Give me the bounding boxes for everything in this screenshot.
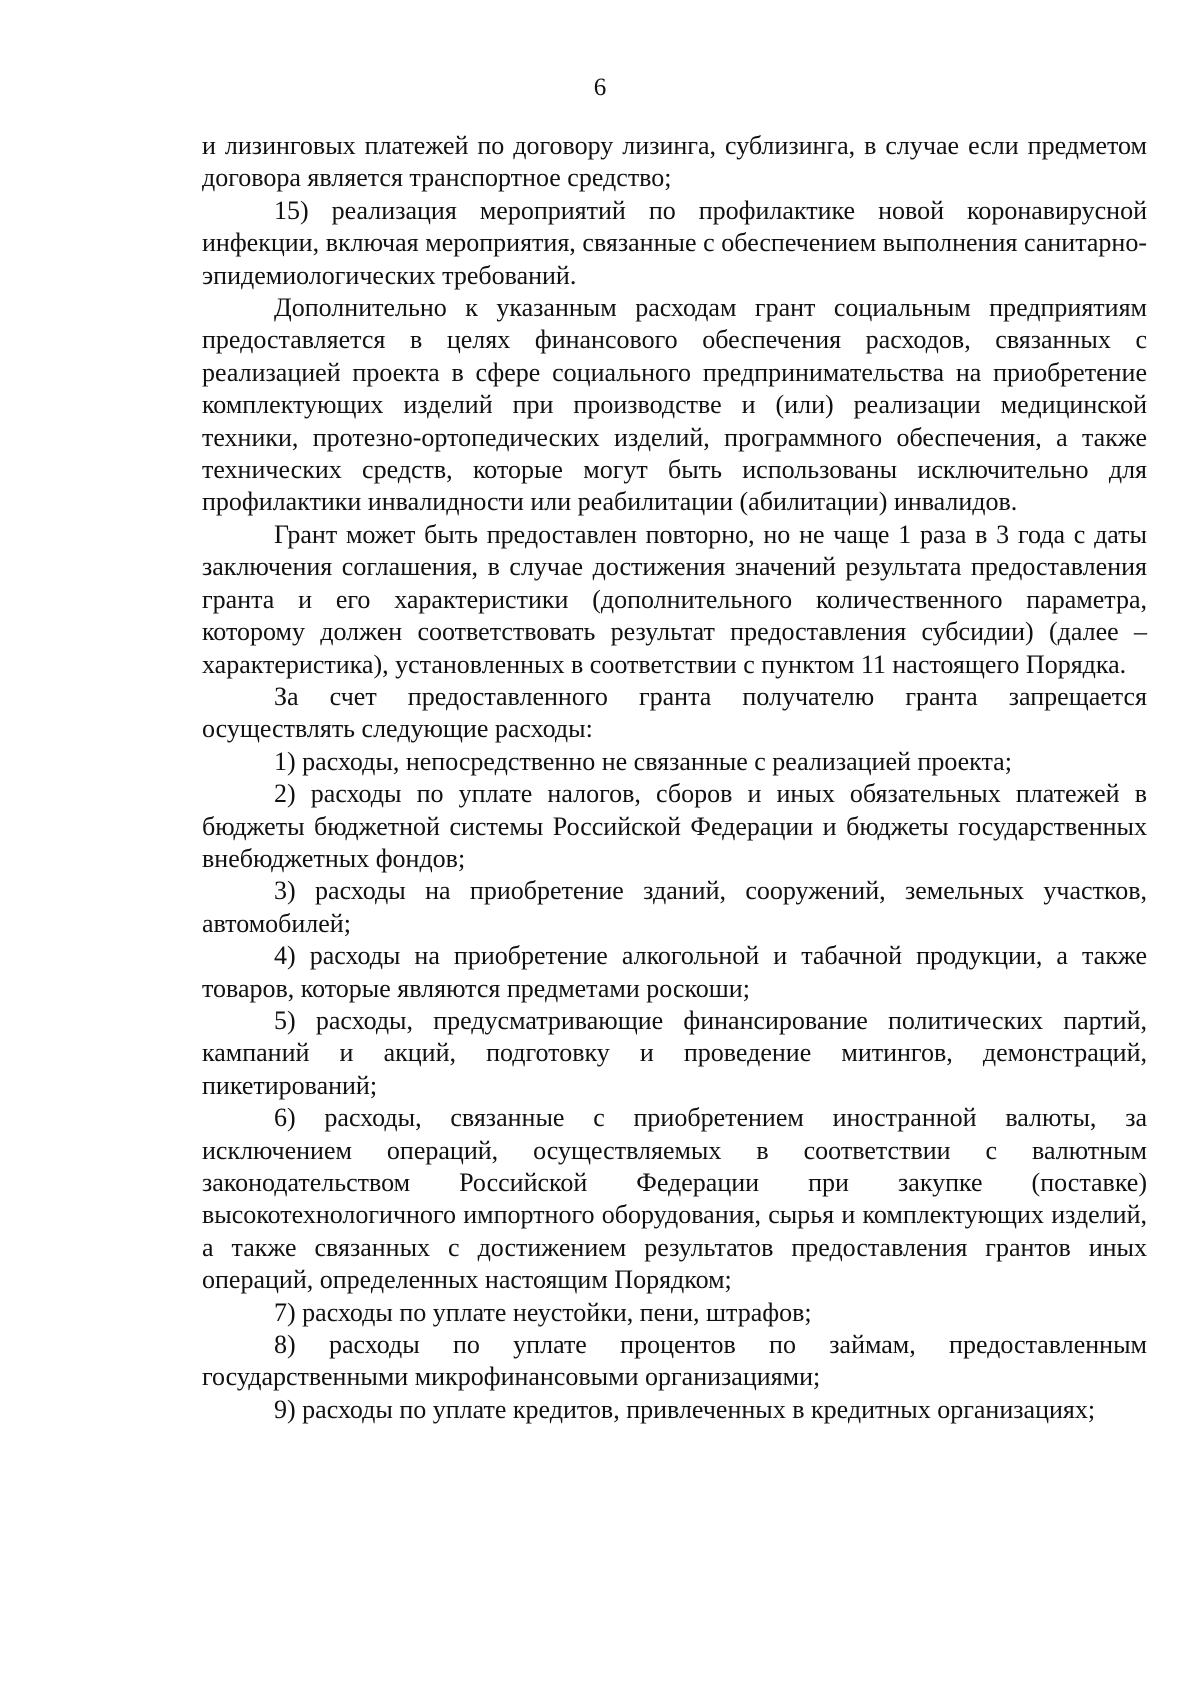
- list-item-7: 7) расходы по уплате неустойки, пени, штрафов;: [274, 1297, 812, 1327]
- list-item-8: 8) расходы по уплате процентов по займам, предоставленным государственными микрофинансовыми организациями;: [202, 1330, 1147, 1392]
- list-item-2: 2) расходы по уплате налогов, сборов и иных обязательных платежей в бюджеты бюджетной системы Российской Федерации и бюджеты государственных внебюджетных фондов;: [202, 779, 1147, 873]
- list-item-4: 4) расходы на приобретение алкогольной и табачной продукции, а также товаров, которые являются предметами роскоши;: [202, 941, 1147, 1003]
- list-item-6: 6) расходы, связанные с приобретением иностранной валюты, за исключением операций, осуществляемых в соответствии с валютным законодательством Российской Федерации при закупке (поставке) высокотехнологичного импортного оборудования, сырья и комплектующих изделий, а также связанных с достижением результатов предоставления грантов иных операций, определенных настоящим Порядком;: [202, 1103, 1147, 1295]
- list-item-9: 9) расходы по уплате кредитов, привлеченных в кредитных организациях;: [274, 1394, 1096, 1424]
- paragraph-item-15: 15) реализация мероприятий по профилактике новой коронавирусной инфекции, включая мероприятия, связанные с обеспечением выполнения санитарно-эпидемиологических требований.: [202, 195, 1147, 290]
- paragraph-repeat-grant: Грант может быть предоставлен повторно, но не чаще 1 раза в 3 года с даты заключения соглашения, в случае достижения значений результата предоставления гранта и его характеристики (дополнительного количественного параметра, которому должен соответствовать результат предоставления субсидии) (далее – характеристика), установленных в соответствии с пунктом 11 настоящего Порядка.: [202, 519, 1147, 679]
- list-item-5: 5) расходы, предусматривающие финансирование политических партий, кампаний и акций, подготовку и проведение митингов, демонстраций, пикетирований;: [202, 1005, 1147, 1100]
- paragraph-continuation: и лизинговых платежей по договору лизинга, сублизинга, в случае если предметом договора является транспортное средство;: [202, 131, 1147, 193]
- paragraph-prohibited-intro: За счет предоставленного гранта получателю гранта запрещается осуществлять следующие расходы:: [202, 681, 1147, 744]
- list-item-3: 3) расходы на приобретение зданий, сооружений, земельных участков, автомобилей;: [202, 876, 1147, 938]
- document-body: [202, 130, 1147, 1426]
- paragraph-additional-expenses: Дополнительно к указанным расходам грант социальным предприятиям предоставляется в целях финансового обеспечения расходов, связанных с реализацией проекта в сфере социального предпринимательства на приобретение комплектующих изделий при производстве и (или) реализации медицинской техники, протезно-ортопедических изделий, программного обеспечения, а также технических средств, которые могут быть использованы исключительно для профилактики инвалидности или реабилитации (абилитации) инвалидов.: [202, 293, 1147, 517]
- list-item-1: 1) расходы, непосредственно не связанные с реализацией проекта;: [274, 746, 1012, 776]
- page-number: 6: [593, 74, 607, 101]
